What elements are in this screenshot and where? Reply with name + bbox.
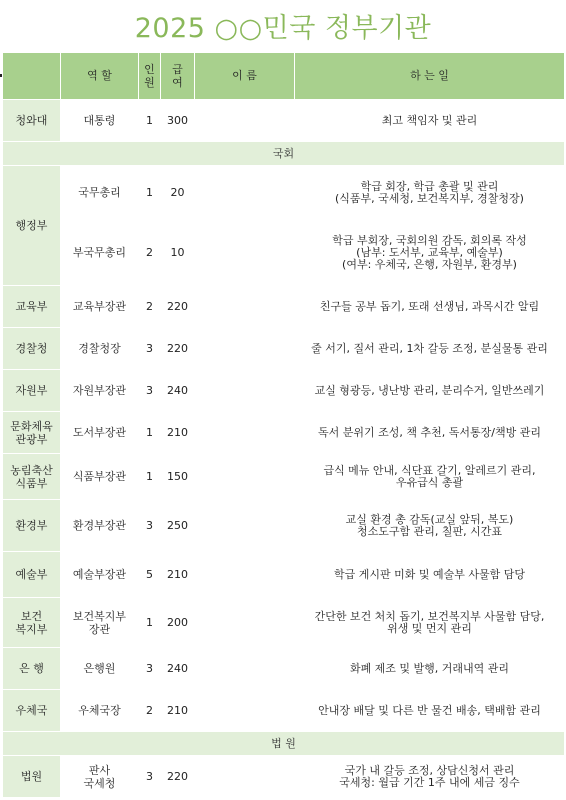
duty-line: 학급 회장, 학급 총괄 및 관리: [360, 180, 499, 193]
table-row: [3, 328, 565, 370]
count-cell: 2: [139, 286, 161, 328]
header-count: [139, 53, 161, 100]
category-cell: 은 행: [3, 648, 61, 690]
name-cell: [195, 454, 295, 500]
duty-line: (식품부, 국세청, 보건복지부, 경찰청장): [335, 192, 524, 205]
table-row: [3, 648, 565, 690]
category-line: 문화체육: [10, 419, 53, 433]
header-role: 역 할: [61, 53, 139, 100]
table-row: [3, 286, 565, 328]
salary-cell: 200: [161, 598, 195, 648]
count-cell: 2: [139, 690, 161, 732]
category-cell: 경찰청: [3, 328, 61, 370]
table-row: [3, 100, 565, 142]
header-salary-line-2: 여: [172, 76, 183, 89]
name-cell: [195, 598, 295, 648]
count-cell: 3: [139, 500, 161, 552]
category-cell: 행정부: [3, 166, 61, 286]
category-cell: [3, 598, 61, 648]
role-cell: 우체국장: [61, 690, 139, 732]
name-cell: [195, 690, 295, 732]
category-cell: 예술부: [3, 552, 61, 598]
duty-line: 국세청: 월급 기간 1주 내에 세금 징수: [339, 775, 520, 789]
section-label: 국회: [3, 142, 565, 166]
salary-cell: 210: [161, 552, 195, 598]
duty-cell: [295, 756, 565, 798]
table-row: [3, 690, 565, 732]
header-name: 이 름: [195, 53, 295, 100]
header-count-line-1: 인: [144, 63, 155, 76]
salary-cell: 150: [161, 454, 195, 500]
header-duty: 하 는 일: [295, 53, 565, 100]
salary-cell: 250: [161, 500, 195, 552]
count-cell: 3: [139, 370, 161, 412]
section-row: [3, 732, 565, 756]
name-cell: [195, 221, 295, 286]
table-row: [3, 370, 565, 412]
count-cell: 3: [139, 648, 161, 690]
duty-cell: 독서 분위기 조성, 책 추천, 독서통장/책방 관리: [295, 412, 565, 454]
name-cell: [195, 166, 295, 221]
role-cell: 경찰청장: [61, 328, 139, 370]
category-line: 복지부: [15, 622, 48, 636]
duty-cell: [295, 598, 565, 648]
category-line: 관광부: [15, 432, 48, 446]
name-cell: [195, 286, 295, 328]
page-title: 2025 ○○민국 정부기관: [134, 13, 432, 44]
salary-cell: 240: [161, 370, 195, 412]
duty-line: 간단한 보건 처치 돕기, 보건복지부 사물함 담당,: [314, 609, 545, 623]
table-row: [3, 500, 565, 552]
name-cell: [195, 412, 295, 454]
table-row: [3, 756, 565, 798]
table-row: [3, 166, 565, 221]
duty-cell: 안내장 배달 및 다른 반 물건 배송, 택배함 관리: [295, 690, 565, 732]
header-salary-line-1: 급: [172, 63, 183, 76]
count-cell: 1: [139, 412, 161, 454]
table-row: [3, 454, 565, 500]
role-cell: 도서부장관: [61, 412, 139, 454]
header-row: [3, 53, 565, 100]
category-cell: 법원: [3, 756, 61, 798]
name-cell: [195, 370, 295, 412]
role-cell: 부국무총리: [61, 221, 139, 286]
category-cell: 자원부: [3, 370, 61, 412]
duty-line: 우유급식 총괄: [395, 475, 464, 489]
duty-line: 청소도구함 관리, 칠판, 시간표: [357, 524, 502, 538]
section-row: [3, 142, 565, 166]
duty-cell: [295, 454, 565, 500]
role-cell: 환경부장관: [61, 500, 139, 552]
role-line: 판사: [88, 763, 111, 777]
category-line: 식품부: [15, 476, 48, 490]
category-line: 보건: [20, 609, 43, 623]
header-salary: [161, 53, 195, 100]
role-cell: 예술부장관: [61, 552, 139, 598]
salary-cell: 240: [161, 648, 195, 690]
category-cell: 청와대: [3, 100, 61, 142]
duty-line: (남부: 도서부, 교육부, 예술부): [356, 246, 503, 259]
count-cell: 3: [139, 328, 161, 370]
role-line: 장관: [88, 622, 111, 636]
salary-cell: 210: [161, 412, 195, 454]
government-table: [2, 52, 565, 798]
name-cell: [195, 648, 295, 690]
salary-cell: 20: [161, 166, 195, 221]
header-count-line-2: 원: [144, 76, 155, 89]
duty-line: 국가 내 갈등 조정, 상담신청서 관리: [344, 763, 515, 777]
role-cell: [61, 598, 139, 648]
table-row: [3, 221, 565, 286]
salary-cell: 300: [161, 100, 195, 142]
count-cell: 1: [139, 166, 161, 221]
duty-cell: [295, 221, 565, 286]
name-cell: [195, 328, 295, 370]
role-cell: 식품부장관: [61, 454, 139, 500]
role-cell: 자원부장관: [61, 370, 139, 412]
duty-cell: [295, 500, 565, 552]
duty-line: 교실 환경 총 감독(교실 앞뒤, 복도): [345, 512, 514, 526]
role-line: 보건복지부: [72, 609, 127, 623]
role-line: 국세청: [83, 776, 116, 790]
table-row: [3, 552, 565, 598]
count-cell: 5: [139, 552, 161, 598]
name-cell: [195, 756, 295, 798]
duty-cell: 학급 게시판 미화 및 예술부 사물함 담당: [295, 552, 565, 598]
category-cell: [3, 412, 61, 454]
role-cell: 은행원: [61, 648, 139, 690]
duty-cell: [295, 166, 565, 221]
salary-cell: 220: [161, 286, 195, 328]
duty-cell: 교실 형광등, 냉난방 관리, 분리수거, 일반쓰레기: [295, 370, 565, 412]
role-cell: 국무총리: [61, 166, 139, 221]
role-cell: 교육부장관: [61, 286, 139, 328]
role-cell: 대통령: [61, 100, 139, 142]
count-cell: 1: [139, 454, 161, 500]
category-cell: 환경부: [3, 500, 61, 552]
duty-line: 급식 메뉴 안내, 식단표 갈기, 알레르기 관리,: [323, 463, 536, 477]
salary-cell: 220: [161, 328, 195, 370]
duty-cell: 친구들 공부 돕기, 또래 선생님, 과목시간 알림: [295, 286, 565, 328]
category-line: 농림축산: [10, 463, 53, 477]
duty-cell: 화폐 제조 및 발행, 거래내역 관리: [295, 648, 565, 690]
duty-line: 학급 부회장, 국회의원 감독, 회의록 작성: [332, 234, 527, 247]
role-cell: [61, 756, 139, 798]
duty-line: 위생 및 먼지 관리: [387, 621, 472, 635]
name-cell: [195, 500, 295, 552]
table-row: [3, 598, 565, 648]
salary-cell: 220: [161, 756, 195, 798]
name-cell: [195, 100, 295, 142]
salary-cell: 210: [161, 690, 195, 732]
duty-cell: 줄 서기, 질서 관리, 1차 갈등 조정, 분실물통 관리: [295, 328, 565, 370]
count-cell: 2: [139, 221, 161, 286]
category-cell: [3, 454, 61, 500]
header-category: [3, 53, 61, 100]
duty-cell: 최고 책임자 및 관리: [295, 100, 565, 142]
salary-cell: 10: [161, 221, 195, 286]
section-label: 법 원: [3, 732, 565, 756]
name-cell: [195, 552, 295, 598]
duty-line: (여부: 우체국, 은행, 자원부, 환경부): [342, 258, 517, 271]
table-row: [3, 412, 565, 454]
count-cell: 1: [139, 598, 161, 648]
count-cell: 1: [139, 100, 161, 142]
category-cell: 교육부: [3, 286, 61, 328]
count-cell: 3: [139, 756, 161, 798]
category-cell: 우체국: [3, 690, 61, 732]
